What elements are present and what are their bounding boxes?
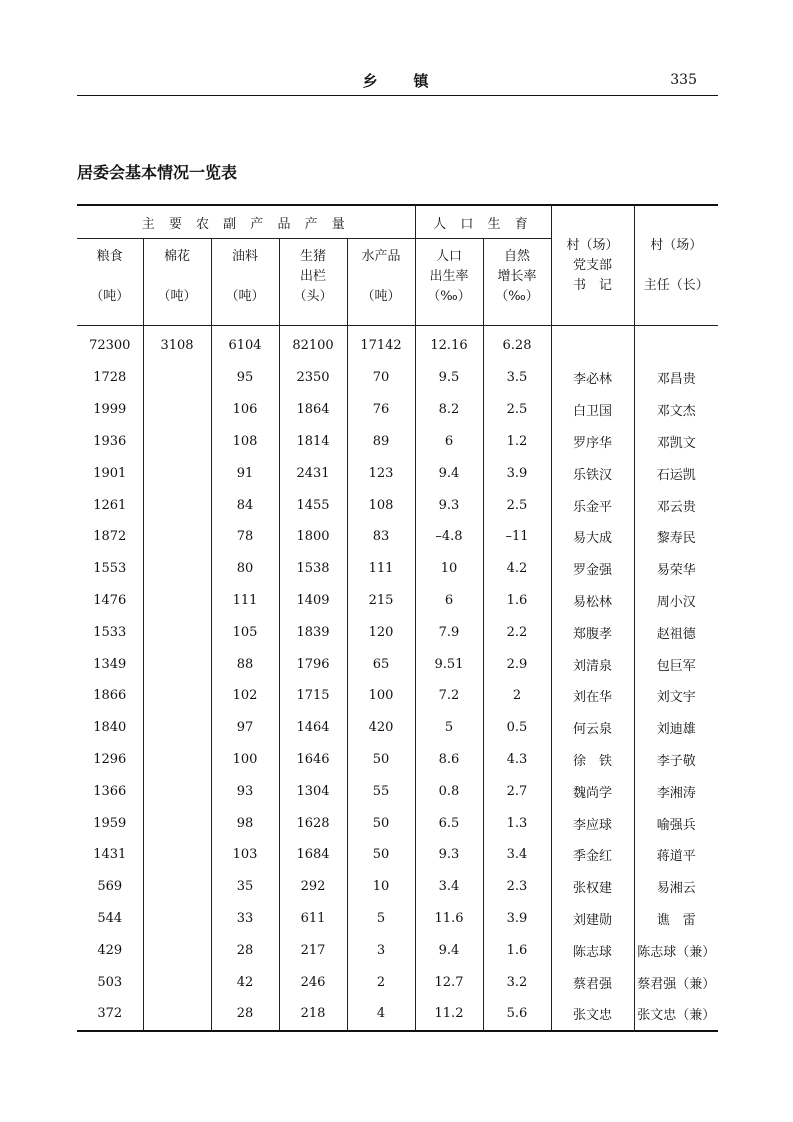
cell-aquatic: 89 bbox=[347, 426, 415, 458]
col-party-secretary bbox=[551, 205, 634, 326]
cell-cotton bbox=[143, 394, 211, 426]
col-village-head-line1: 村（场） bbox=[650, 237, 703, 253]
cell-village-head: 李子敬 bbox=[634, 744, 718, 776]
col-oil-unit: （吨） bbox=[225, 289, 265, 304]
cell-grain: 1431 bbox=[93, 847, 127, 863]
cell-growth-rate: 2.5 bbox=[483, 394, 551, 426]
cell-grain: 1533 bbox=[93, 624, 127, 640]
cell-birth-rate: 6 bbox=[415, 426, 483, 458]
cell-birth-rate: 9.4 bbox=[415, 934, 483, 966]
cell-party-secretary: 郑腹孝 bbox=[551, 616, 634, 648]
table-row bbox=[77, 839, 718, 871]
col-grain-unit: （吨） bbox=[90, 289, 130, 304]
cell-pigs: 217 bbox=[279, 934, 347, 966]
cell-village-head: 喻强兵 bbox=[634, 807, 718, 839]
cell-cotton bbox=[143, 521, 211, 553]
col-growth-rate-unit: （‰） bbox=[495, 289, 539, 304]
cell-growth-rate: 6.28 bbox=[483, 326, 551, 363]
cell-cotton bbox=[143, 648, 211, 680]
cell-village-head: 石运凯 bbox=[634, 457, 718, 489]
table-row bbox=[77, 903, 718, 935]
cell-oil: 95 bbox=[211, 362, 279, 394]
cell-village-head: 陈志球（兼） bbox=[634, 934, 718, 966]
table-title: 居委会基本情况一览表 bbox=[77, 163, 238, 182]
col-party-secretary-line2: 党支部 bbox=[572, 257, 612, 273]
cell-village-head: 谯 雷 bbox=[634, 903, 718, 935]
stats-table bbox=[77, 204, 718, 1032]
cell-grain: 1728 bbox=[93, 370, 127, 386]
cell-oil: 42 bbox=[211, 966, 279, 998]
col-birth-rate-label1: 人口 bbox=[435, 249, 462, 264]
cell-growth-rate: 3.9 bbox=[483, 457, 551, 489]
table-row bbox=[77, 998, 718, 1031]
cell-cotton bbox=[143, 585, 211, 617]
cell-pigs: 82100 bbox=[279, 326, 347, 363]
cell-birth-rate: 9.5 bbox=[415, 362, 483, 394]
cell-village-head: 包巨军 bbox=[634, 648, 718, 680]
table-row bbox=[77, 489, 718, 521]
col-growth-rate bbox=[483, 239, 551, 326]
col-aquatic-unit: （吨） bbox=[361, 289, 401, 304]
cell-grain: 429 bbox=[97, 942, 123, 958]
cell-pigs: 246 bbox=[279, 966, 347, 998]
cell-growth-rate: 2.7 bbox=[483, 775, 551, 807]
cell-aquatic: 3 bbox=[347, 934, 415, 966]
cell-pigs: 1715 bbox=[279, 680, 347, 712]
cell-birth-rate: –4.8 bbox=[415, 521, 483, 553]
col-birth-rate bbox=[415, 239, 483, 326]
cell-oil: 103 bbox=[211, 839, 279, 871]
cell-growth-rate: 3.4 bbox=[483, 839, 551, 871]
cell-pigs: 1464 bbox=[279, 712, 347, 744]
col-village-head-line2: 主任（长） bbox=[643, 277, 709, 293]
cell-grain: 1840 bbox=[93, 720, 127, 736]
group-population: 人 口 生 育 bbox=[415, 205, 551, 239]
cell-cotton bbox=[143, 489, 211, 521]
cell-grain: 544 bbox=[97, 910, 123, 926]
cell-party-secretary: 易松林 bbox=[551, 585, 634, 617]
cell-pigs: 1455 bbox=[279, 489, 347, 521]
table-row bbox=[77, 966, 718, 998]
cell-cotton: 3108 bbox=[143, 326, 211, 363]
cell-cotton bbox=[143, 871, 211, 903]
cell-party-secretary bbox=[551, 326, 634, 363]
cell-grain: 1999 bbox=[93, 402, 127, 418]
table-row bbox=[77, 934, 718, 966]
col-birth-rate-label2: 出生率 bbox=[429, 269, 469, 284]
cell-growth-rate: 1.3 bbox=[483, 807, 551, 839]
cell-birth-rate: 6 bbox=[415, 585, 483, 617]
cell-oil: 88 bbox=[211, 648, 279, 680]
cell-oil: 106 bbox=[211, 394, 279, 426]
cell-aquatic: 65 bbox=[347, 648, 415, 680]
cell-village-head: 易湘云 bbox=[634, 871, 718, 903]
cell-party-secretary: 张权建 bbox=[551, 871, 634, 903]
cell-village-head: 邓云贵 bbox=[634, 489, 718, 521]
cell-aquatic: 111 bbox=[347, 553, 415, 585]
col-aquatic bbox=[347, 239, 415, 326]
cell-oil: 80 bbox=[211, 553, 279, 585]
cell-pigs: 1646 bbox=[279, 744, 347, 776]
cell-grain: 569 bbox=[97, 879, 123, 895]
table-row bbox=[77, 553, 718, 585]
cell-party-secretary: 乐铁汉 bbox=[551, 457, 634, 489]
cell-growth-rate: 4.3 bbox=[483, 744, 551, 776]
cell-growth-rate: 2 bbox=[483, 680, 551, 712]
cell-party-secretary: 刘在华 bbox=[551, 680, 634, 712]
cell-aquatic: 83 bbox=[347, 521, 415, 553]
cell-oil: 33 bbox=[211, 903, 279, 935]
cell-grain: 1553 bbox=[93, 561, 127, 577]
header-rule bbox=[77, 95, 718, 96]
cell-birth-rate: 5 bbox=[415, 712, 483, 744]
cell-village-head: 周小汉 bbox=[634, 585, 718, 617]
cell-grain: 1901 bbox=[93, 465, 127, 481]
cell-party-secretary: 白卫国 bbox=[551, 394, 634, 426]
cell-birth-rate: 8.2 bbox=[415, 394, 483, 426]
cell-oil: 6104 bbox=[211, 326, 279, 363]
cell-aquatic: 108 bbox=[347, 489, 415, 521]
cell-birth-rate: 12.7 bbox=[415, 966, 483, 998]
cell-growth-rate: –11 bbox=[483, 521, 551, 553]
cell-village-head: 蔡君强（兼） bbox=[634, 966, 718, 998]
cell-growth-rate: 0.5 bbox=[483, 712, 551, 744]
col-birth-rate-unit: （‰） bbox=[427, 289, 471, 304]
cell-pigs: 2431 bbox=[279, 457, 347, 489]
cell-village-head: 刘迪雄 bbox=[634, 712, 718, 744]
cell-oil: 97 bbox=[211, 712, 279, 744]
cell-aquatic: 100 bbox=[347, 680, 415, 712]
cell-oil: 108 bbox=[211, 426, 279, 458]
cell-oil: 78 bbox=[211, 521, 279, 553]
cell-aquatic: 420 bbox=[347, 712, 415, 744]
col-party-secretary-line1: 村（场） bbox=[566, 237, 619, 253]
cell-village-head: 李湘涛 bbox=[634, 775, 718, 807]
cell-grain: 1366 bbox=[93, 783, 127, 799]
cell-birth-rate: 8.6 bbox=[415, 744, 483, 776]
cell-growth-rate: 3.9 bbox=[483, 903, 551, 935]
cell-grain: 1936 bbox=[93, 433, 127, 449]
cell-cotton bbox=[143, 839, 211, 871]
cell-birth-rate: 3.4 bbox=[415, 871, 483, 903]
cell-pigs: 1864 bbox=[279, 394, 347, 426]
cell-cotton bbox=[143, 426, 211, 458]
cell-aquatic: 17142 bbox=[347, 326, 415, 363]
cell-pigs: 1796 bbox=[279, 648, 347, 680]
col-village-head bbox=[634, 205, 718, 326]
cell-pigs: 1304 bbox=[279, 775, 347, 807]
cell-aquatic: 10 bbox=[347, 871, 415, 903]
cell-pigs: 1800 bbox=[279, 521, 347, 553]
cell-grain: 1261 bbox=[93, 497, 127, 513]
col-aquatic-label: 水产品 bbox=[361, 249, 401, 264]
cell-aquatic: 2 bbox=[347, 966, 415, 998]
cell-grain: 372 bbox=[77, 998, 143, 1031]
cell-cotton bbox=[143, 362, 211, 394]
cell-growth-rate: 2.9 bbox=[483, 648, 551, 680]
cell-oil: 102 bbox=[211, 680, 279, 712]
table-row bbox=[77, 362, 718, 394]
cell-birth-rate: 7.9 bbox=[415, 616, 483, 648]
cell-growth-rate: 5.6 bbox=[483, 998, 551, 1031]
cell-growth-rate: 1.6 bbox=[483, 585, 551, 617]
table-row bbox=[77, 775, 718, 807]
cell-oil: 105 bbox=[211, 616, 279, 648]
table-row bbox=[77, 326, 718, 363]
page-number: 335 bbox=[670, 72, 697, 88]
cell-cotton bbox=[143, 807, 211, 839]
cell-growth-rate: 4.2 bbox=[483, 553, 551, 585]
cell-party-secretary: 李必林 bbox=[551, 362, 634, 394]
cell-aquatic: 5 bbox=[347, 903, 415, 935]
cell-village-head: 张文忠（兼） bbox=[634, 998, 718, 1031]
cell-cotton bbox=[143, 616, 211, 648]
cell-growth-rate: 3.5 bbox=[483, 362, 551, 394]
cell-oil: 98 bbox=[211, 807, 279, 839]
cell-aquatic: 55 bbox=[347, 775, 415, 807]
col-grain bbox=[77, 239, 143, 326]
table-row bbox=[77, 426, 718, 458]
cell-growth-rate: 2.5 bbox=[483, 489, 551, 521]
table-row bbox=[77, 521, 718, 553]
cell-oil: 100 bbox=[211, 744, 279, 776]
table-row bbox=[77, 394, 718, 426]
cell-party-secretary: 蔡君强 bbox=[551, 966, 634, 998]
cell-aquatic: 70 bbox=[347, 362, 415, 394]
cell-party-secretary: 刘清泉 bbox=[551, 648, 634, 680]
cell-grain: 1872 bbox=[93, 529, 127, 545]
cell-grain: 1476 bbox=[93, 592, 127, 608]
cell-growth-rate: 2.2 bbox=[483, 616, 551, 648]
cell-birth-rate: 11.2 bbox=[415, 998, 483, 1031]
cell-birth-rate: 7.2 bbox=[415, 680, 483, 712]
cell-grain: 1866 bbox=[93, 688, 127, 704]
cell-cotton bbox=[143, 998, 211, 1031]
cell-cotton bbox=[143, 903, 211, 935]
cell-aquatic: 50 bbox=[347, 839, 415, 871]
cell-oil: 28 bbox=[211, 934, 279, 966]
cell-oil: 28 bbox=[211, 998, 279, 1031]
table-row bbox=[77, 807, 718, 839]
cell-aquatic: 50 bbox=[347, 807, 415, 839]
cell-growth-rate: 1.6 bbox=[483, 934, 551, 966]
running-header-title: 乡 镇 bbox=[362, 72, 431, 90]
cell-cotton bbox=[143, 934, 211, 966]
cell-cotton bbox=[143, 457, 211, 489]
cell-aquatic: 215 bbox=[347, 585, 415, 617]
cell-party-secretary: 乐金平 bbox=[551, 489, 634, 521]
cell-aquatic: 50 bbox=[347, 744, 415, 776]
cell-aquatic: 120 bbox=[347, 616, 415, 648]
table-row bbox=[77, 457, 718, 489]
cell-growth-rate: 1.2 bbox=[483, 426, 551, 458]
cell-pigs: 1628 bbox=[279, 807, 347, 839]
cell-birth-rate: 9.3 bbox=[415, 839, 483, 871]
cell-birth-rate: 9.4 bbox=[415, 457, 483, 489]
group-agri-products: 主 要 农 副 产 品 产 量 bbox=[77, 205, 415, 239]
cell-grain: 1296 bbox=[93, 751, 127, 767]
cell-cotton bbox=[143, 966, 211, 998]
cell-cotton bbox=[143, 712, 211, 744]
col-oil bbox=[211, 239, 279, 326]
cell-oil: 93 bbox=[211, 775, 279, 807]
cell-pigs: 2350 bbox=[279, 362, 347, 394]
cell-aquatic: 123 bbox=[347, 457, 415, 489]
cell-oil: 111 bbox=[211, 585, 279, 617]
cell-birth-rate: 11.6 bbox=[415, 903, 483, 935]
cell-village-head: 黎寿民 bbox=[634, 521, 718, 553]
cell-birth-rate: 10 bbox=[415, 553, 483, 585]
cell-pigs: 611 bbox=[279, 903, 347, 935]
cell-party-secretary: 陈志球 bbox=[551, 934, 634, 966]
cell-party-secretary: 李应球 bbox=[551, 807, 634, 839]
table-body bbox=[77, 326, 718, 1031]
table-row bbox=[77, 616, 718, 648]
col-oil-label: 油料 bbox=[231, 249, 258, 264]
col-pigs-label2: 出栏 bbox=[299, 269, 326, 284]
cell-party-secretary: 易大成 bbox=[551, 521, 634, 553]
cell-oil: 91 bbox=[211, 457, 279, 489]
cell-village-head: 蒋道平 bbox=[634, 839, 718, 871]
cell-birth-rate: 9.3 bbox=[415, 489, 483, 521]
cell-growth-rate: 2.3 bbox=[483, 871, 551, 903]
table-row bbox=[77, 744, 718, 776]
table-row bbox=[77, 871, 718, 903]
header-group-row bbox=[77, 205, 718, 239]
cell-grain: 503 bbox=[97, 974, 123, 990]
cell-growth-rate: 3.2 bbox=[483, 966, 551, 998]
col-growth-rate-label1: 自然 bbox=[503, 249, 530, 264]
col-pigs bbox=[279, 239, 347, 326]
cell-birth-rate: 12.16 bbox=[415, 326, 483, 363]
col-cotton bbox=[143, 239, 211, 326]
col-grain-label: 粮食 bbox=[96, 249, 123, 264]
cell-aquatic: 76 bbox=[347, 394, 415, 426]
col-pigs-unit: （头） bbox=[293, 289, 333, 304]
cell-village-head: 邓凯文 bbox=[634, 426, 718, 458]
cell-village-head bbox=[634, 326, 718, 363]
col-pigs-label1: 生猪 bbox=[299, 249, 326, 264]
cell-pigs: 218 bbox=[279, 998, 347, 1031]
cell-oil: 35 bbox=[211, 871, 279, 903]
cell-party-secretary: 罗序华 bbox=[551, 426, 634, 458]
cell-party-secretary: 何云泉 bbox=[551, 712, 634, 744]
cell-party-secretary: 季金红 bbox=[551, 839, 634, 871]
cell-oil: 84 bbox=[211, 489, 279, 521]
cell-village-head: 邓文杰 bbox=[634, 394, 718, 426]
cell-party-secretary: 罗金强 bbox=[551, 553, 634, 585]
cell-grain: 1959 bbox=[93, 815, 127, 831]
cell-cotton bbox=[143, 775, 211, 807]
cell-birth-rate: 0.8 bbox=[415, 775, 483, 807]
cell-birth-rate: 6.5 bbox=[415, 807, 483, 839]
table-header bbox=[77, 205, 718, 326]
cell-grain: 72300 bbox=[89, 337, 131, 353]
cell-village-head: 赵祖德 bbox=[634, 616, 718, 648]
col-party-secretary-line3: 书 记 bbox=[572, 277, 612, 293]
cell-party-secretary: 刘建勋 bbox=[551, 903, 634, 935]
col-cotton-unit: （吨） bbox=[157, 289, 197, 304]
col-cotton-label: 棉花 bbox=[163, 249, 190, 264]
table-row bbox=[77, 712, 718, 744]
cell-birth-rate: 9.51 bbox=[415, 648, 483, 680]
cell-aquatic: 4 bbox=[347, 998, 415, 1031]
cell-cotton bbox=[143, 744, 211, 776]
cell-village-head: 易荣华 bbox=[634, 553, 718, 585]
table-row bbox=[77, 648, 718, 680]
col-growth-rate-label2: 增长率 bbox=[497, 269, 537, 284]
cell-pigs: 1538 bbox=[279, 553, 347, 585]
cell-party-secretary: 张文忠 bbox=[551, 998, 634, 1031]
table-row bbox=[77, 680, 718, 712]
table-row bbox=[77, 585, 718, 617]
cell-pigs: 1839 bbox=[279, 616, 347, 648]
cell-village-head: 邓昌贵 bbox=[634, 362, 718, 394]
cell-party-secretary: 魏尚学 bbox=[551, 775, 634, 807]
cell-village-head: 刘文宇 bbox=[634, 680, 718, 712]
cell-pigs: 1684 bbox=[279, 839, 347, 871]
cell-grain: 1349 bbox=[93, 656, 127, 672]
cell-pigs: 1814 bbox=[279, 426, 347, 458]
cell-party-secretary: 徐 铁 bbox=[551, 744, 634, 776]
cell-pigs: 1409 bbox=[279, 585, 347, 617]
cell-cotton bbox=[143, 553, 211, 585]
cell-cotton bbox=[143, 680, 211, 712]
cell-pigs: 292 bbox=[279, 871, 347, 903]
